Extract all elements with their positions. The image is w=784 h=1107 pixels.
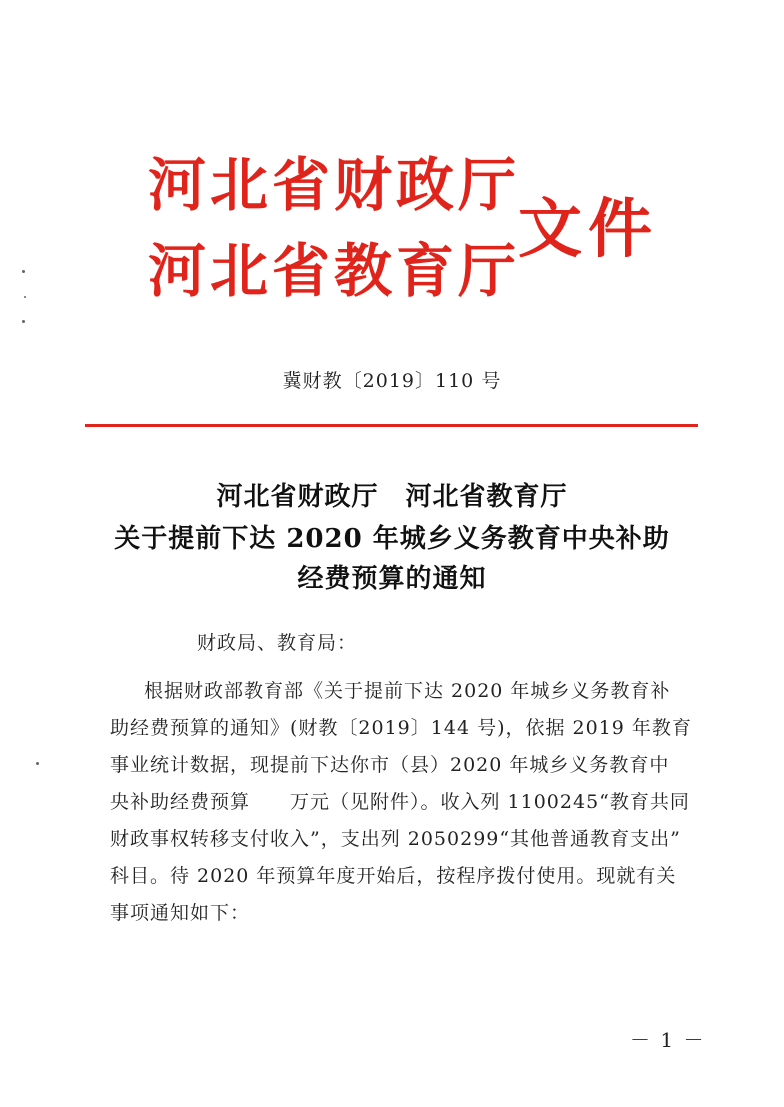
body-line: 财政事权转移支付收入”，支出列 2050299“其他普通教育支出”: [110, 828, 681, 850]
body-line: 助经费预算的通知》(财教〔2019〕144 号)，依据 2019 年教育: [110, 717, 692, 739]
masthead-issuer-finance: 河北省财政厅: [148, 151, 521, 219]
scan-speck: [36, 762, 39, 765]
title-line-2: 关于提前下达 2020 年城乡义务教育中央补助: [114, 524, 670, 554]
body-line: 根据财政部教育部《关于提前下达 2020 年城乡义务教育补: [144, 680, 671, 702]
red-divider: [85, 424, 698, 427]
body-line: 事项通知如下：: [110, 902, 251, 924]
salutation: 财政局、教育局：: [197, 632, 358, 654]
masthead-issuer-education: 河北省教育厅: [148, 237, 521, 305]
document-number: 冀财教〔2019〕110 号: [282, 370, 502, 392]
scan-speck: [24, 296, 26, 298]
body-line: 事业统计数据，现提前下达你市（县）2020 年城乡义务教育中: [110, 754, 670, 776]
body-line: 央补助经费预算 万元（见附件）。收入列 1100245“教育共同: [110, 791, 690, 813]
page-number: － 1 －: [630, 1028, 706, 1052]
body-line: 科目。待 2020 年预算年度开始后，按程序拨付使用。现就有关: [110, 865, 677, 887]
scan-speck: [22, 270, 25, 273]
title-line-1: 河北省财政厅 河北省教育厅: [216, 482, 568, 512]
scan-speck: [22, 320, 25, 323]
masthead: [148, 150, 658, 320]
masthead-document-label: 文件: [518, 193, 658, 267]
title-line-3: 经费预算的通知: [297, 564, 487, 594]
